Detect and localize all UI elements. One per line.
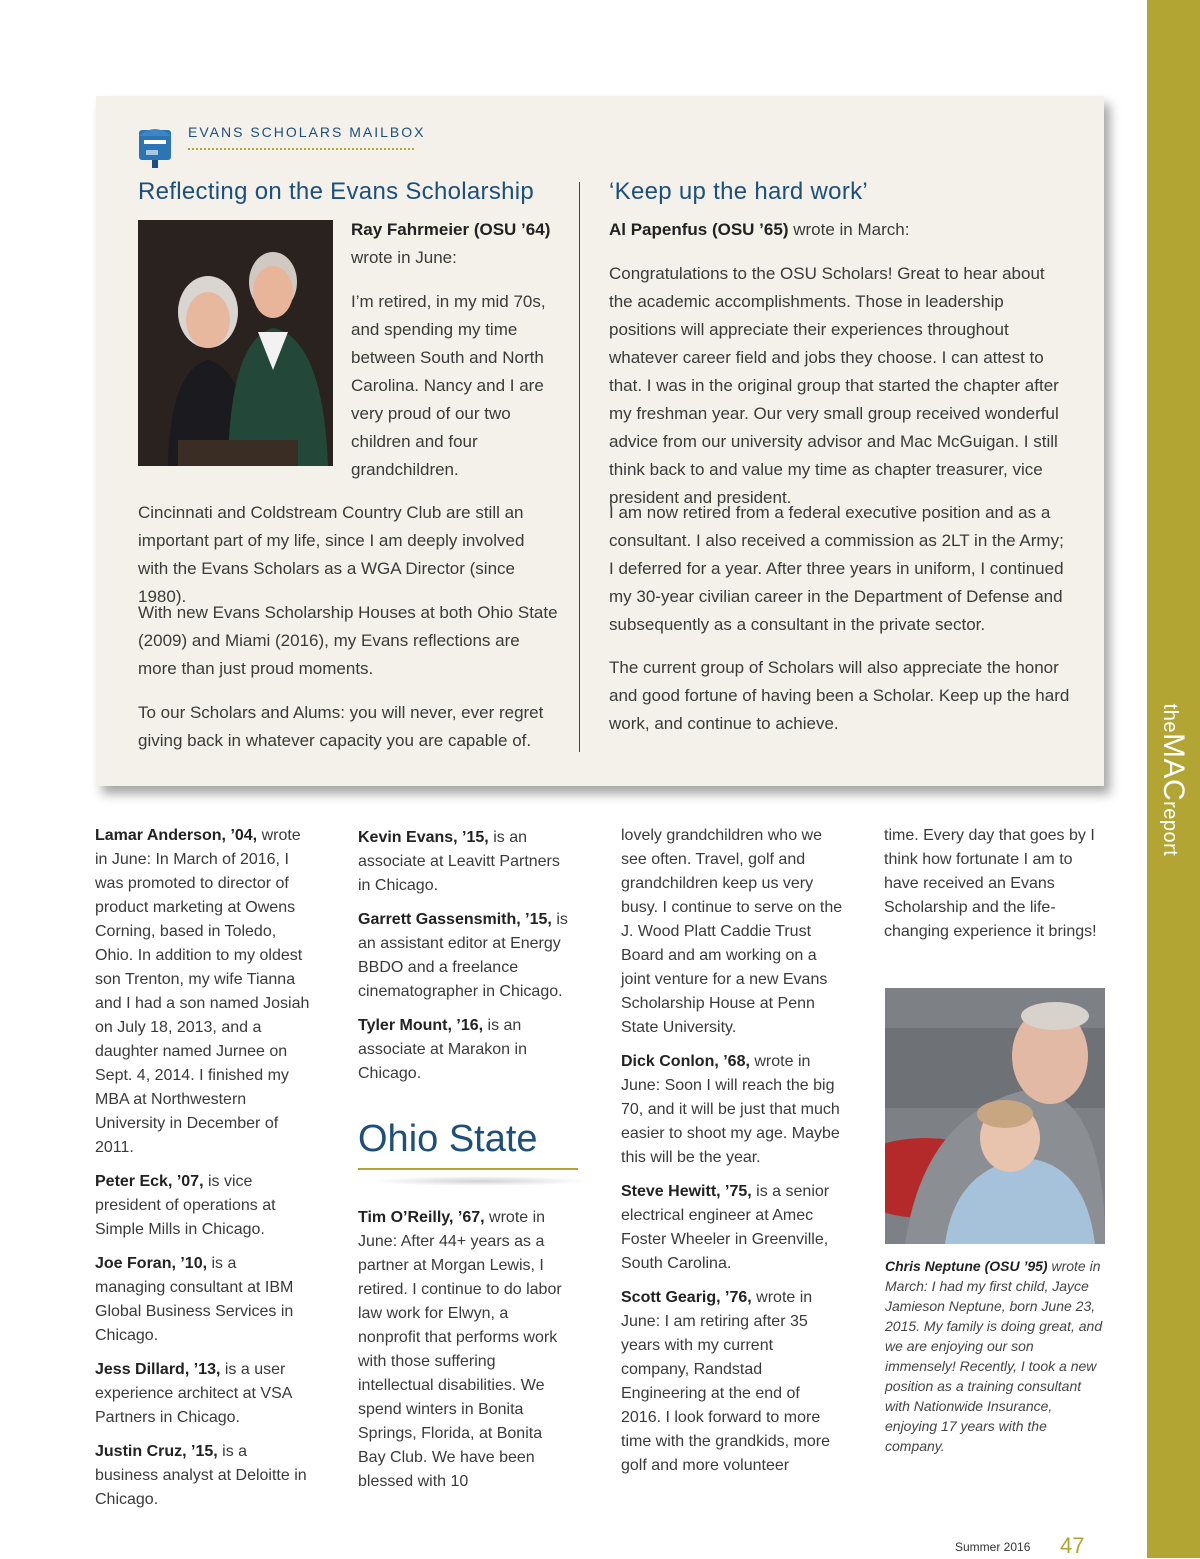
left-paragraph-4: To our Scholars and Alums: you will never, ever regret giving back in whatever capacity you are capable of. bbox=[138, 703, 544, 750]
section-label: EVANS SCHOLARS MAILBOX bbox=[188, 124, 426, 140]
left-paragraph-3: With new Evans Scholarship Houses at both Ohio State (2009) and Miami (2016), my Evans reflections are more than just proud moments. bbox=[138, 603, 558, 678]
class-note: Justin Cruz, ’15, is a business analyst at Deloitte in Chicago. bbox=[95, 1443, 307, 1508]
column-2-ohio bbox=[358, 1206, 573, 1504]
class-note: Steve Hewitt, ’75, is a senior electrical engineer at Amec Foster Wheeler in Greenville, South Carolina. bbox=[621, 1183, 830, 1272]
column-divider bbox=[579, 182, 580, 752]
left-paragraph-2: Cincinnati and Coldstream Country Club are still an important part of my life, since I am deeply involved with the Evans Scholars as a WGA Director (since 1980). bbox=[138, 503, 525, 606]
right-paragraph-2: I am now retired from a federal executive position and as a consultant. I also received a commission as 2LT in the Army; I deferred for a year. After three years in uniform, I continued my 30-year civilian career in the Department of Defense and subsequently as a consultant in the private sector. bbox=[609, 503, 1064, 634]
class-note: Dick Conlon, ’68, wrote in June: Soon I will reach the big 70, and it will be just that much easier to shoot my age. Maybe this will be the year. bbox=[621, 1053, 840, 1166]
right-headline: ‘Keep up the hard work’ bbox=[609, 178, 869, 205]
page-number: 47 bbox=[1060, 1533, 1085, 1558]
class-note-continued: lovely grandchildren who we see often. Travel, golf and grandchildren keep us very busy. I continue to serve on the J. Wood Platt Caddie Trust Board and am working on a joint venture for a new Evans Scholarship House at Penn State University. bbox=[621, 827, 843, 1036]
ohio-state-heading: Ohio State bbox=[358, 1118, 538, 1160]
column-4 bbox=[884, 824, 1099, 954]
class-note: Tyler Mount, ’16, is an associate at Marakon in Chicago. bbox=[358, 1017, 527, 1082]
class-note: Lamar Anderson, ’04, wrote in June: In March of 2016, I was promoted to director of product marketing at Owens Corning, based in Toledo, Ohio. In addition to my oldest son Trenton, my wife Tianna and I had a son named Josiah on July 18, 2013, and a daughter named Jurnee on Sept. 4, 2014. I finished my MBA at Northwestern University in December of 2011. bbox=[95, 827, 310, 1156]
heading-rule bbox=[358, 1168, 578, 1170]
mailbox-card bbox=[96, 96, 1104, 786]
column-1 bbox=[95, 824, 310, 1522]
mailbox-icon bbox=[136, 122, 174, 168]
column-2 bbox=[358, 826, 573, 1096]
left-headline: Reflecting on the Evans Scholarship bbox=[138, 178, 535, 205]
class-note: Peter Eck, ’07, is vice president of operations at Simple Mills in Chicago. bbox=[95, 1173, 276, 1238]
photo-caption: Chris Neptune (OSU ’95) wrote in March: I had my first child, Jayce Jamieson Neptune, born June 23, 2015. My family is doing great, and we are enjoying our son immensely! Recently, I took a new position as a training consultant with Nationwide Insurance, enjoying 17 years with the company. bbox=[885, 1258, 1103, 1454]
class-note: Kevin Evans, ’15, is an associate at Leavitt Partners in Chicago. bbox=[358, 829, 560, 894]
magazine-title: theMACreport bbox=[1157, 703, 1190, 857]
left-byline: Ray Fahrmeier (OSU ’64) wrote in June: bbox=[351, 220, 551, 267]
class-note: Tim O’Reilly, ’67, wrote in June: After 44+ years as a partner at Morgan Lewis, I retired. I continue to do labor law work for Elwyn, a nonprofit that performs work with those suffering intellectual disabilities. We spend winters in Bonita Springs, Florida, at Bonita Bay Club. We have been blessed with 10 bbox=[358, 1209, 562, 1490]
section-dotted-rule bbox=[188, 148, 414, 150]
class-note: Scott Gearig, ’76, wrote in June: I am retiring after 35 years with my current company, Randstad Engineering at the end of 2016. I look forward to more time with the grandkids, more golf and more volunteer bbox=[621, 1289, 830, 1474]
class-note: Jess Dillard, ’13, is a user experience architect at VSA Partners in Chicago. bbox=[95, 1361, 292, 1426]
class-note-continued: time. Every day that goes by I think how fortunate I am to have received an Evans Scholarship and the life-changing experience it brings! bbox=[884, 827, 1097, 940]
heading-shadow bbox=[370, 1176, 590, 1186]
couple-photo bbox=[138, 220, 333, 466]
issue-label: Summer 2016 bbox=[955, 1540, 1031, 1554]
column-3 bbox=[621, 824, 843, 1488]
class-note: Joe Foran, ’10, is a managing consultant at IBM Global Business Services in Chicago. bbox=[95, 1255, 294, 1344]
right-paragraph-1: Congratulations to the OSU Scholars! Great to hear about the academic accomplishments. Those in leadership positions will appreciate their experiences throughout whatever career field and jobs they choose. I can attest to that. I was in the original group that started the chapter after my freshman year. Our very small group received wonderful advice from our university advisor and Mac McGuigan. I still think back to and value my time as chapter treasurer, vice president and president. bbox=[609, 264, 1059, 507]
father-son-photo bbox=[885, 988, 1105, 1244]
class-note: Garrett Gassensmith, ’15, is an assistant editor at Energy BBDO and a freelance cinematographer in Chicago. bbox=[358, 911, 568, 1000]
right-byline: Al Papenfus (OSU ’65) wrote in March: bbox=[609, 220, 910, 239]
left-paragraph-1: I’m retired, in my mid 70s, and spending my time between South and North Carolina. Nancy and I are very proud of our two children and four grandchildren. bbox=[351, 292, 546, 479]
right-paragraph-3: The current group of Scholars will also appreciate the honor and good fortune of having been a Scholar. Keep up the hard work, and continue to achieve. bbox=[609, 658, 1070, 733]
